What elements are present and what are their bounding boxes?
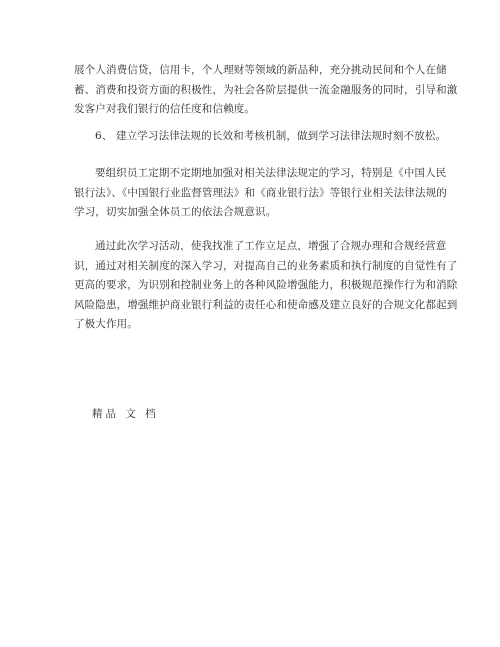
text-line: 蓄、消费和投资方面的积极性，为社会各阶层提供一流金融服务的同时，引导和激	[74, 83, 458, 96]
text-line: 6、 建立学习法律法规的长效和考核机制，做到学习法律法规时刻不放松。	[95, 130, 447, 142]
text-line: 通过此次学习活动，使我找准了工作立足点，增强了合规办理和合规经营意	[95, 240, 447, 252]
paragraph-item-6	[74, 127, 451, 147]
text-line: 发客户对我们银行的信任度和信赖度。	[74, 103, 256, 115]
text-line: 展个人消费信贷，信用卡，个人理财等领域的新品种，充分挑动民间和个人在储	[74, 64, 447, 76]
paragraph-law-study	[74, 164, 447, 223]
text-line: 了极大作用。	[74, 318, 138, 330]
paragraph-consumer-credit	[74, 61, 458, 120]
paragraph-conclusion	[74, 237, 458, 335]
text-line: 风险隐患，增强维护商业银行利益的责任心和使命感及建立良好的合规文化都起到	[74, 298, 458, 311]
document-footer: 精品 文 档	[92, 408, 159, 420]
text-line: 要组织员工定期不定期地加强对相关法律法规定的学习，特别是《中国人民	[95, 167, 447, 179]
text-line: 学习，切实加强全体员工的依法合规意识。	[74, 206, 277, 218]
text-line: 更高的要求，为识别和控制业务上的各种风险增强能力，积极规范操作行为和消除	[74, 279, 458, 291]
text-line: 银行法》、《中国银行业监督管理法》和《商业银行法》等银行业相关法律法规的	[74, 186, 447, 199]
text-line: 识，通过对相关制度的深入学习，对提高自己的业务素质和执行制度的自觉性有了	[74, 259, 458, 272]
